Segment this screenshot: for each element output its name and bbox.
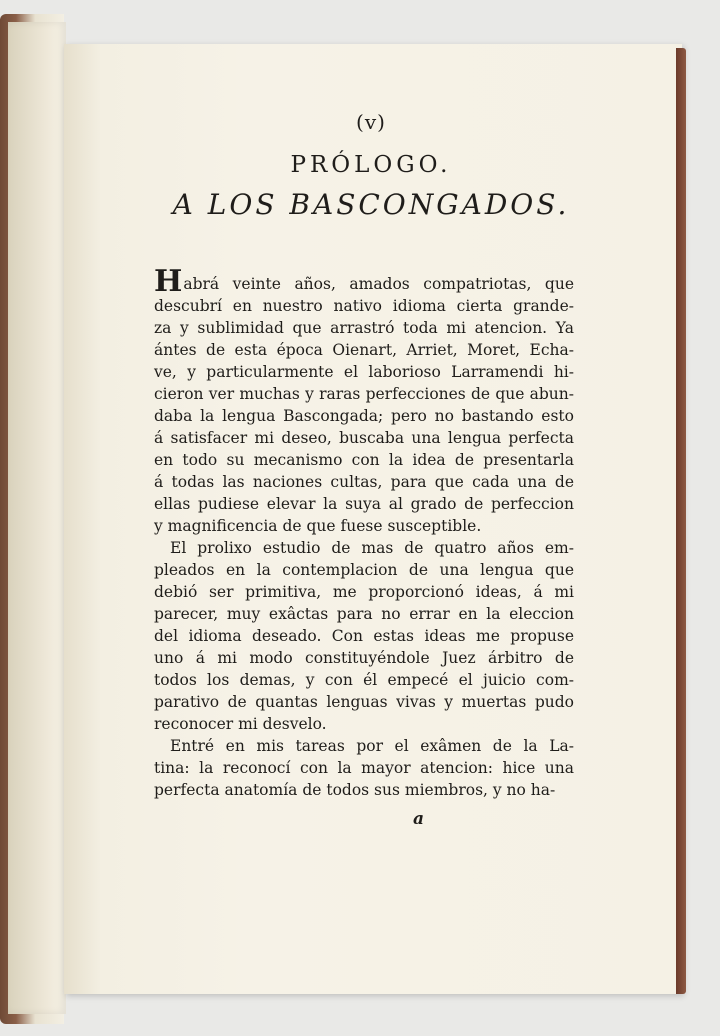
body-text <box>154 264 574 801</box>
text-line <box>154 317 574 339</box>
text-line-content: todos los demas, y con él empecé el juicio com- <box>154 671 574 689</box>
text-line <box>154 691 574 713</box>
text-line <box>154 537 574 559</box>
text-line <box>154 449 574 471</box>
text-line <box>154 493 574 515</box>
text-line-content: á todas las naciones cultas, para que cada una de <box>154 473 574 491</box>
page-text <box>154 110 574 829</box>
text-line <box>154 779 574 801</box>
text-line <box>154 515 574 537</box>
text-line-content: perfecta anatomía de todos sus miembros, y no ha- <box>154 781 556 799</box>
page-title: PRÓLOGO. <box>290 152 452 178</box>
text-line-content: ellas pudiese elevar la suya al grado de perfeccion <box>154 495 574 513</box>
text-line <box>154 339 574 361</box>
text-line-content: parecer, muy exâctas para no errar en la eleccion <box>154 605 574 623</box>
text-line-content: ántes de esta época Oienart, Arriet, Moret, Echa- <box>154 341 574 359</box>
text-line-content: reconocer mi desvelo. <box>154 715 327 733</box>
text-line-content: Entré en mis tareas por el exâmen de la La- <box>170 737 574 755</box>
text-line <box>154 361 574 383</box>
text-line-content: debió ser primitiva, me proporcionó ideas, á mi <box>154 583 574 601</box>
text-line-content: cieron ver muchas y raras perfecciones de que abun- <box>154 385 574 403</box>
text-line <box>154 735 574 757</box>
text-line <box>154 647 574 669</box>
text-line-content: descubrí en nuestro nativo idioma cierta grande- <box>154 297 574 315</box>
text-line-content: parativo de quantas lenguas vivas y muertas pudo <box>154 693 574 711</box>
text-line-content: uno á mi modo constituyéndole Juez árbitro de <box>154 649 574 667</box>
text-line-content: abrá veinte años, amados compatriotas, que <box>183 275 574 293</box>
text-line <box>154 264 574 299</box>
page-subtitle: A LOS BASCONGADOS. <box>172 188 570 221</box>
text-line <box>154 581 574 603</box>
text-line <box>154 405 574 427</box>
text-line-content: za y sublimidad que arrastró toda mi atencion. Ya <box>154 319 574 337</box>
drop-cap: H <box>154 264 183 299</box>
text-line <box>154 471 574 493</box>
text-line <box>154 383 574 405</box>
text-line <box>154 603 574 625</box>
text-line-content: El prolixo estudio de mas de quatro años em- <box>170 539 574 557</box>
left-page-edge <box>8 22 66 1014</box>
page-number: (v) <box>356 110 386 134</box>
text-line-content: en todo su mecanismo con la idea de presentarla <box>154 451 574 469</box>
text-line-content: y magnificencia de que fuese susceptible. <box>154 517 482 535</box>
text-line-content: daba la lengua Bascongada; pero no bastando esto <box>154 407 574 425</box>
text-line <box>154 559 574 581</box>
signature-mark: a <box>412 809 424 829</box>
text-line-content: tina: la reconocí con la mayor atencion: hice una <box>154 759 574 777</box>
text-line <box>154 713 574 735</box>
text-line-content: del idioma deseado. Con estas ideas me propuse <box>154 627 574 645</box>
text-line <box>154 427 574 449</box>
text-line <box>154 625 574 647</box>
text-line <box>154 669 574 691</box>
text-line-content: á satisfacer mi deseo, buscaba una lengua perfecta <box>154 429 574 447</box>
text-line <box>154 295 574 317</box>
text-line <box>154 757 574 779</box>
text-line-content: ve, y particularmente el laborioso Larramendi hi- <box>154 363 574 381</box>
text-line-content: pleados en la contemplacion de una lengua que <box>154 561 574 579</box>
cover-edge <box>676 48 686 994</box>
